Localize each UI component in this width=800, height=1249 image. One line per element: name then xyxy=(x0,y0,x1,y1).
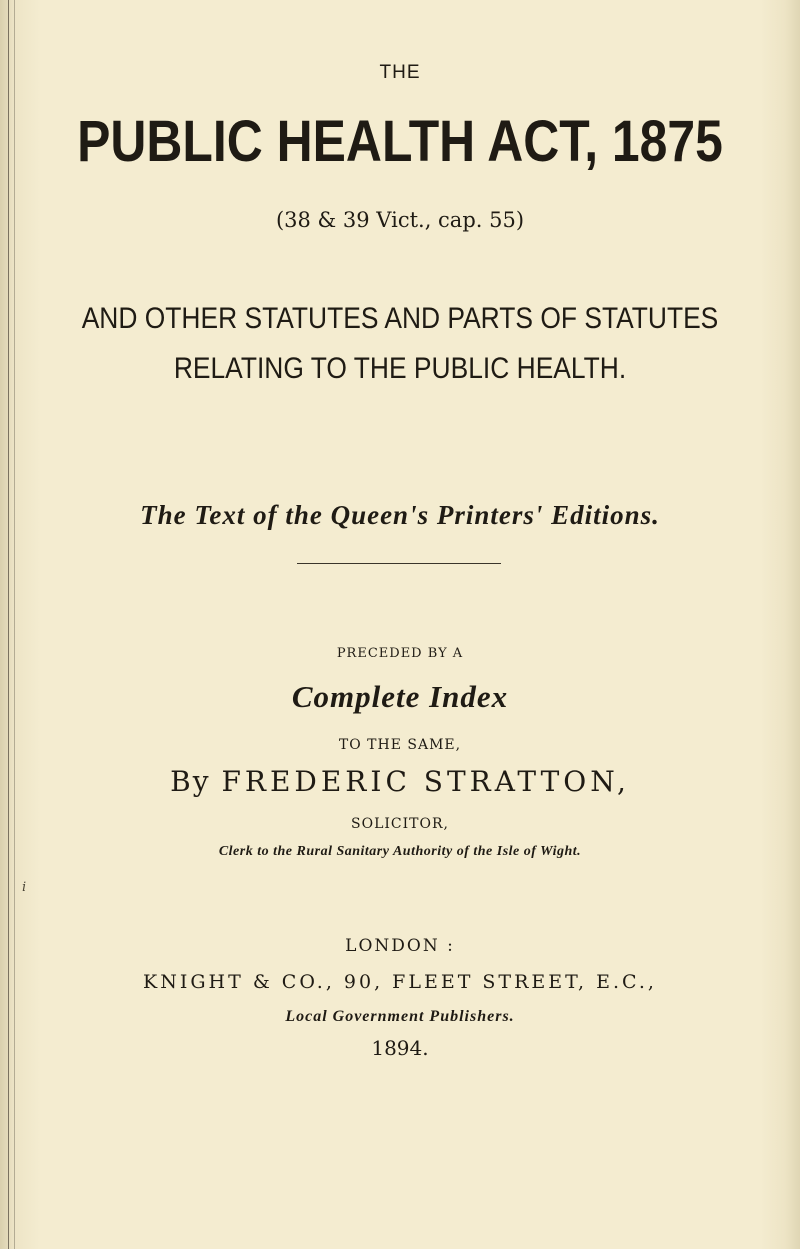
author-position: Clerk to the Rural Sanitary Authority of the Isle of Wight. xyxy=(218,844,582,859)
divider-rule xyxy=(297,563,501,564)
author-role: SOLICITOR, xyxy=(351,816,449,832)
edition-note: The Text of the Queen's Printers' Editions. xyxy=(140,500,660,530)
margin-mark: i xyxy=(22,880,27,895)
imprint-publisher: KNIGHT & CO., 90, FLEET STREET, E.C., xyxy=(143,971,657,993)
preceded-by-label: PRECEDED BY A xyxy=(336,646,464,661)
binding-edge-line xyxy=(8,0,9,1249)
subtitle-line-1: AND OTHER STATUTES AND PARTS OF STATUTES xyxy=(81,302,719,335)
author-by: By xyxy=(170,765,211,798)
imprint-publisher-note: Local Government Publishers. xyxy=(285,1008,515,1025)
header-the: THE xyxy=(379,62,421,83)
page-title: PUBLIC HEALTH ACT, 1875 xyxy=(77,109,723,174)
author-line xyxy=(0,765,800,798)
author-name: FREDERIC STRATTON, xyxy=(221,765,630,798)
complete-index-heading: Complete Index xyxy=(291,679,509,714)
to-the-same-label: TO THE SAME, xyxy=(338,737,462,753)
imprint-city: LONDON : xyxy=(345,936,455,956)
imprint-year: 1894. xyxy=(371,1036,429,1060)
act-citation: (38 & 39 Vict., cap. 55) xyxy=(275,208,525,232)
binding-edge-line-2 xyxy=(14,0,15,1249)
subtitle-line-2: RELATING TO THE PUBLIC HEALTH. xyxy=(173,352,627,385)
